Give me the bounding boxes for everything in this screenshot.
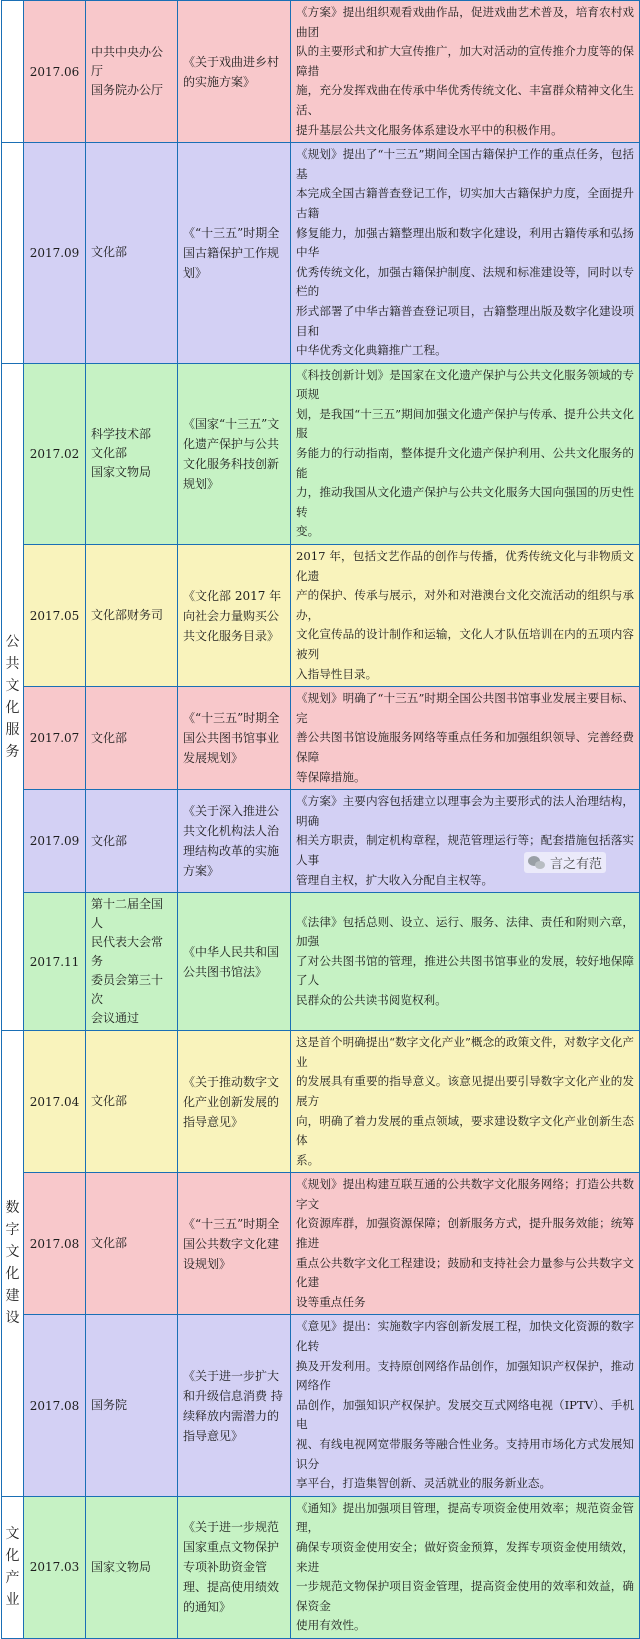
wechat-icon xyxy=(528,856,546,870)
content-cell: 《意见》提出：实施数字内容创新发展工程，加快文化资源的数字化转 换及开发利用。支持原创网络作品创作，加强知识产权保护，推动网络作 品创作，加强知识产权保护。发展交互式网络电视（IPTV）、手机电 视、有线电视网宽带服务等融合性业务。支持用市场化方式发展知识分 享平台，打造集智创新、灵活就业的服务新业态。 xyxy=(291,1315,640,1496)
department-cell: 科学技术部 文化部 国家文物局 xyxy=(86,363,178,544)
document-title-cell: 《中华人民共和国公共图书馆法》 xyxy=(178,893,291,1031)
table-row xyxy=(2,1496,640,1638)
document-title-cell: 《关于推动数字文化产业创新发展的指导意见》 xyxy=(178,1031,291,1173)
department-cell: 文化部 xyxy=(86,1031,178,1173)
document-title-cell: 《“十三五”时期全国公共数字文化建设规划》 xyxy=(178,1173,291,1315)
content-cell: 《科技创新计划》是国家在文化遗产保护与公共文化服务领域的专项规 划，是我国“十三五”期间加强文化遗产保护与传承、提升公共文化服 务能力的行动指南，整体提升文化遗产保护利用、公共文化服务的能 力，推动我国从文化遗产保护与公共文化服务大国向强国的历史性转 变。 xyxy=(291,363,640,544)
content-cell: 《规划》明确了“十三五”时期全国公共图书馆事业发展主要目标、完 善公共图书馆设施服务网络等重点任务和加强组织领导、完善经费保障 等保障措施。 xyxy=(291,687,640,790)
date-cell: 2017.06 xyxy=(24,1,86,143)
table-row xyxy=(2,363,640,544)
document-title-cell: 《关于深入推进公共文化机构法人治理结构改革的实施方案》 xyxy=(178,790,291,893)
policy-table xyxy=(1,0,640,1639)
date-cell: 2017.03 xyxy=(24,1496,86,1638)
date-cell: 2017.07 xyxy=(24,687,86,790)
category-cell xyxy=(2,363,24,1030)
content-cell: 《法律》包括总则、设立、运行、服务、法律、责任和附则六章，加强 了对公共图书馆的管理，推进公共图书馆事业的发展，较好地保障了人 民群众的公共读书阅览权利。 xyxy=(291,893,640,1031)
content-cell: 《规划》提出了“十三五”期间全国古籍保护工作的重点任务，包括基 本完成全国古籍普查登记工作，切实加大古籍保护力度，全面提升古籍 修复能力，加强古籍整理出版和数字化建设，利用古籍传承和弘扬中华 优秀传统文化，加强古籍保护制度、法规和标准建设等，同时以专栏的 形式部署了中华古籍普查登记项目，古籍整理出版及数字化建设项目和 中华优秀文化典籍推广工程。 xyxy=(291,143,640,364)
department-cell: 国家文物局 xyxy=(86,1496,178,1638)
date-cell: 2017.04 xyxy=(24,1031,86,1173)
category-label: 文化产业 xyxy=(5,1526,20,1609)
date-cell: 2017.05 xyxy=(24,545,86,687)
table-row xyxy=(2,1173,640,1315)
department-cell: 文化部 xyxy=(86,143,178,364)
date-cell: 2017.11 xyxy=(24,893,86,1031)
department-cell: 第十二届全国人 民代表大会常务 委员会第三十次 会议通过 xyxy=(86,893,178,1031)
department-cell: 国务院 xyxy=(86,1315,178,1496)
document-title-cell: 《文化部 2017 年向社会力量购买公共文化服务目录》 xyxy=(178,545,291,687)
date-cell: 2017.02 xyxy=(24,363,86,544)
content-cell: 这是首个明确提出“数字文化产业”概念的政策文件，对数字文化产业 的发展具有重要的指导意义。该意见提出要引导数字文化产业的发展方 向，明确了着力发展的重点领域，要求建设数字文化产业创新生态体 系。 xyxy=(291,1031,640,1173)
category-cell xyxy=(2,1,24,143)
watermark xyxy=(524,852,606,873)
category-cell xyxy=(2,1031,24,1497)
department-cell: 文化部 xyxy=(86,790,178,893)
document-title-cell: 《“十三五”时期全国公共图书馆事业发展规划》 xyxy=(178,687,291,790)
watermark-text: 言之有范 xyxy=(550,857,603,872)
content-cell: 《规划》提出构建互联互通的公共数字文化服务网络；打造公共数字文 化资源库群，加强资源保障；创新服务方式，提升服务效能；统筹推进 重点公共数字文化工程建设；鼓励和支持社会力量参与公共数字文化建 设等重点任务 xyxy=(291,1173,640,1315)
date-cell: 2017.08 xyxy=(24,1173,86,1315)
department-cell: 文化部 xyxy=(86,687,178,790)
department-cell: 文化部 xyxy=(86,1173,178,1315)
date-cell: 2017.09 xyxy=(24,143,86,364)
document-title-cell: 《“十三五”时期全国古籍保护工作规划》 xyxy=(178,143,291,364)
date-cell: 2017.08 xyxy=(24,1315,86,1496)
document-title-cell: 《国家“十三五”文化遗产保护与公共文化服务科技创新规划》 xyxy=(178,363,291,544)
document-title-cell: 《关于戏曲进乡村的实施方案》 xyxy=(178,1,291,143)
department-cell: 中共中央办公厅 国务院办公厅 xyxy=(86,1,178,143)
content-cell: 《通知》提出加强项目管理，提高专项资金使用效率；规范资金管理， 确保专项资金使用安全；做好资金预算，发挥专项资金使用绩效，来进 一步规范文物保护项目资金管理，提高资金使用的效率和效益，确保资金 使用有效性。 xyxy=(291,1496,640,1638)
category-cell xyxy=(2,143,24,364)
table-row xyxy=(2,893,640,1031)
content-cell: 2017 年，包括文艺作品的创作与传播，优秀传统文化与非物质文化遗 产的保护、传承与展示，对外和对港澳台文化交流活动的组织与承办， 文化宣传品的设计制作和运输，文化人才队伍培训在内的五项内容被列 入指导性目录。 xyxy=(291,545,640,687)
table-row xyxy=(2,1,640,143)
department-cell: 文化部财务司 xyxy=(86,545,178,687)
content-cell: 《方案》主要内容包括建立以理事会为主要形式的法人治理结构，明确 相关方职责，制定机构章程，规范管理运行等；配套措施包括落实人事 管理自主权，扩大收入分配自主权等。 xyxy=(291,790,640,893)
table-row xyxy=(2,790,640,893)
content-cell: 《方案》提出组织观看戏曲作品，促进戏曲艺术普及，培育农村戏曲团 队的主要形式和扩大宣传推广，加大对活动的宣传推介力度等的保障措 施，充分发挥戏曲在传承中华优秀传统文化、丰富群众精神文化生活、 提升基层公共文化服务体系建设水平中的积极作用。 xyxy=(291,1,640,143)
table-row xyxy=(2,687,640,790)
category-label: 公共文化服务 xyxy=(5,633,20,760)
document-title-cell: 《关于进一步扩大和升级信息消费 持续释放内需潜力的指导意见》 xyxy=(178,1315,291,1496)
document-title-cell: 《关于进一步规范国家重点文物保护专项补助资金管理、提高使用绩效的通知》 xyxy=(178,1496,291,1638)
date-cell: 2017.09 xyxy=(24,790,86,893)
category-cell xyxy=(2,1496,24,1638)
table-row xyxy=(2,143,640,364)
table-row xyxy=(2,545,640,687)
table-row xyxy=(2,1315,640,1496)
table-row xyxy=(2,1031,640,1173)
category-label: 数字文化建设 xyxy=(5,1200,20,1327)
